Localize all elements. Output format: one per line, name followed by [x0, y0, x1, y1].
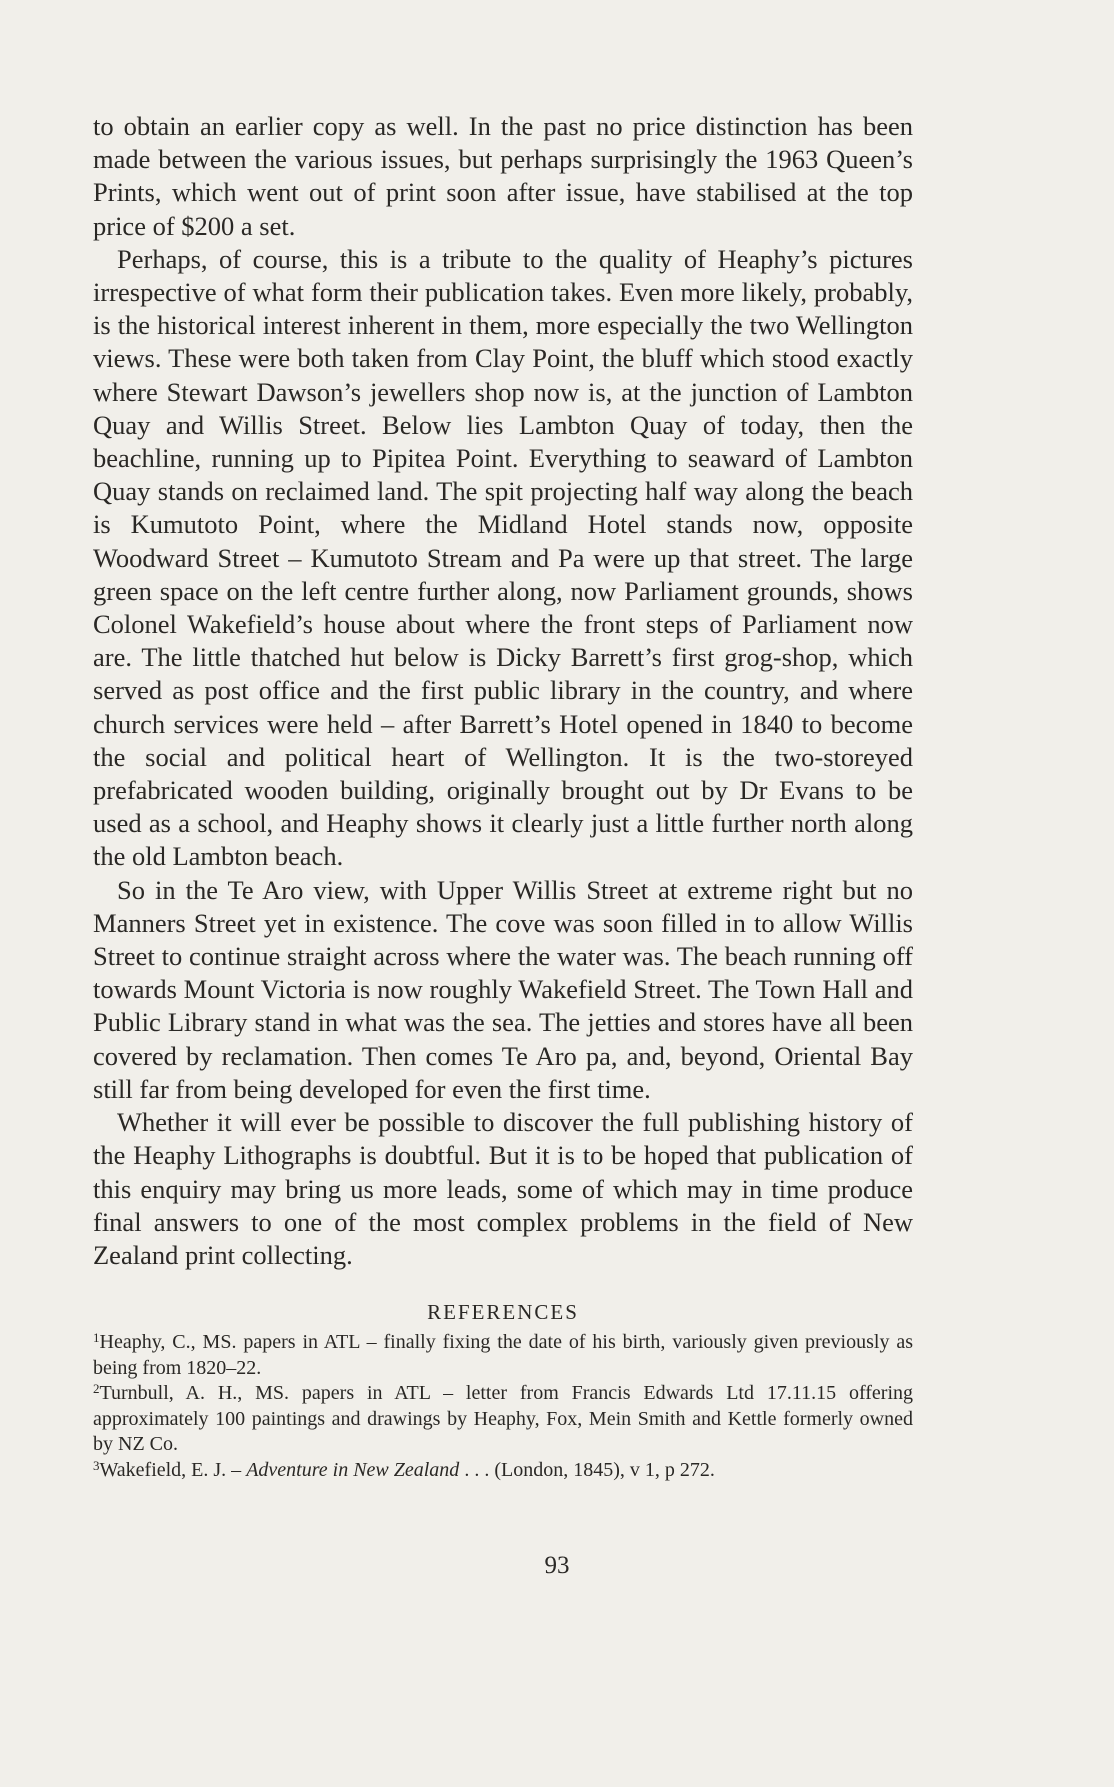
reference-text: Heaphy, C., MS. papers in ATL – finally fixing the date of his birth, variously given previously as being from 1820–22. [93, 1331, 913, 1379]
references-heading: REFERENCES [427, 1300, 579, 1325]
reference-text-before: Wakefield, E. J. – [99, 1458, 247, 1481]
references-section [93, 1298, 913, 1483]
reference-item [93, 1458, 913, 1484]
paragraph-2: Perhaps, of course, this is a tribute to the quality of Heaphy’s pictures irrespective of what form their publication takes. Even more likely, probably, is the historical interest inherent in them, more especially the two Wellington views. These were both taken from Clay Point, the bluff which stood exactly where Stewart Dawson’s jewellers shop now is, at the junction of Lambton Quay and Willis Street. Below lies Lambton Quay of today, then the beachline, running up to Pipitea Point. Everything to seaward of Lambton Quay stands on reclaimed land. The spit projecting half way along the beach is Kumutoto Point, where the Midland Hotel stands now, opposite Woodward Street – Kumutoto Stream and Pa were up that street. The large green space on the left centre further along, now Parliament grounds, shows Colonel Wakefield’s house about where the front steps of Parliament now are. The little thatched hut below is Dicky Barrett’s first grog-shop, which served as post office and the first public library in the country, and where church services were held – after Barrett’s Hotel opened in 1840 to become the social and political heart of Wellington. It is the two-storeyed prefabricated wooden building, originally brought out by Dr Evans to be used as a school, and Heaphy shows it clearly just a little further north along the old Lambton beach. [93, 243, 913, 872]
page-content [93, 110, 913, 1483]
page-number: 93 [544, 1552, 570, 1579]
paragraph-1: to obtain an earlier copy as well. In the past no price distinction has been made between the various issues, but perhaps surprisingly the 1963 Queen’s Prints, which went out of print soon after issue, have stabilised at the top price of $200 a set. [93, 111, 913, 241]
reference-number: 2 [93, 1381, 100, 1397]
reference-number: 1 [93, 1330, 100, 1346]
paragraph-3: So in the Te Aro view, with Upper Willis Street at extreme right but no Manners Street yet in existence. The cove was soon filled in to allow Willis Street to continue straight across where the water was. The beach running off towards Mount Victoria is now roughly Wakefield Street. The Town Hall and Public Library stand in what was the sea. The jetties and stores have all been covered by reclamation. Then comes Te Aro pa, and, beyond, Oriental Bay still far from being developed for even the first time. [93, 874, 913, 1104]
body-text [93, 110, 913, 1272]
paragraph-4: Whether it will ever be possible to discover the full publishing history of the Heaphy Lithographs is doubtful. But it is to be hoped that publication of this enquiry may bring us more leads, some of which may in time produce final answers to one of the most complex problems in the field of New Zealand print collecting. [93, 1107, 913, 1270]
reference-item [93, 1381, 913, 1458]
reference-item [93, 1330, 913, 1381]
reference-number: 3 [93, 1457, 100, 1473]
reference-title: Adventure in New Zealand [246, 1458, 460, 1481]
reference-text-after: . . . (London, 1845), v 1, p 272. [459, 1458, 715, 1481]
reference-text: Turnbull, A. H., MS. papers in ATL – letter from Francis Edwards Ltd 17.11.15 offering approximately 100 paintings and drawings by Heaphy, Fox, Mein Smith and Kettle formerly owned by NZ Co. [93, 1382, 913, 1456]
